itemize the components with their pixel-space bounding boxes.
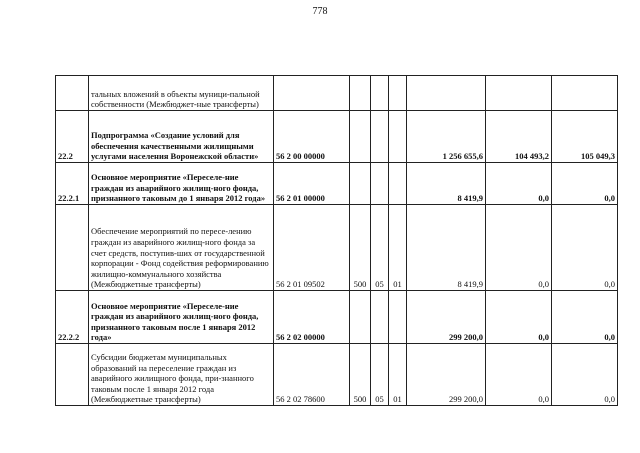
row-rz (371, 163, 389, 205)
row-csr: 56 2 01 00000 (274, 163, 350, 205)
row-value-3: 0,0 (552, 205, 618, 291)
row-name: Обеспечение мероприятий по пересе-лению граждан из аварийного жилищ-ного фонда за счет средств, поступив-ших от государственной корпорации - Фонд содействия реформированию жилищно-коммунального хозяйства (Межбюджетные трансферты) (89, 205, 274, 291)
row-value-2: 104 493,2 (486, 111, 552, 163)
table-row (56, 344, 618, 406)
table-row (56, 76, 618, 111)
row-value-3: 0,0 (552, 344, 618, 406)
row-pr (389, 111, 407, 163)
row-code (56, 76, 89, 111)
row-value-1: 1 256 655,6 (407, 111, 486, 163)
row-value-3 (552, 76, 618, 111)
table-row (56, 163, 618, 205)
row-value-3: 0,0 (552, 163, 618, 205)
row-vr: 500 (350, 344, 371, 406)
row-vr (350, 76, 371, 111)
row-value-2: 0,0 (486, 344, 552, 406)
row-vr (350, 111, 371, 163)
row-vr (350, 163, 371, 205)
row-name: Субсидии бюджетам муниципальных образований на переселение граждан из аварийного жилищного фонда, при-знанного таковым после 1 января 2012 года (Межбюджетные трансферты) (89, 344, 274, 406)
row-name: тальных вложений в объекты муници-пальной собственности (Межбюджет-ные трансферты) (89, 76, 274, 111)
row-value-3: 105 049,3 (552, 111, 618, 163)
row-value-3: 0,0 (552, 291, 618, 344)
table-row (56, 111, 618, 163)
row-pr (389, 163, 407, 205)
row-pr: 01 (389, 344, 407, 406)
row-value-2: 0,0 (486, 205, 552, 291)
row-rz: 05 (371, 344, 389, 406)
budget-table (55, 75, 618, 406)
row-csr: 56 2 02 78600 (274, 344, 350, 406)
row-code (56, 344, 89, 406)
row-pr (389, 76, 407, 111)
row-code: 22.2.1 (56, 163, 89, 205)
row-value-1 (407, 76, 486, 111)
row-value-1: 299 200,0 (407, 291, 486, 344)
row-vr: 500 (350, 205, 371, 291)
table-row (56, 291, 618, 344)
row-code: 22.2.2 (56, 291, 89, 344)
row-value-2: 0,0 (486, 291, 552, 344)
row-rz (371, 76, 389, 111)
row-rz (371, 111, 389, 163)
row-code (56, 205, 89, 291)
table-row (56, 205, 618, 291)
row-csr (274, 76, 350, 111)
row-name: Основное мероприятие «Переселе-ние граждан из аварийного жилищ-ного фонда, признанного таковым до 1 января 2012 года» (89, 163, 274, 205)
row-name: Подпрограмма «Создание условий для обеспечения качественными жилищными услугами населения Воронежской области» (89, 111, 274, 163)
row-rz: 05 (371, 205, 389, 291)
row-csr: 56 2 02 00000 (274, 291, 350, 344)
row-value-1: 8 419,9 (407, 205, 486, 291)
row-name: Основное мероприятие «Переселе-ние граждан из аварийного жилищ-ного фонда, признанного таковым после 1 января 2012 года» (89, 291, 274, 344)
row-csr: 56 2 00 00000 (274, 111, 350, 163)
row-csr: 56 2 01 09502 (274, 205, 350, 291)
table-body (56, 76, 618, 406)
row-pr (389, 291, 407, 344)
row-value-1: 299 200,0 (407, 344, 486, 406)
page-number: 778 (312, 6, 328, 17)
row-code: 22.2 (56, 111, 89, 163)
row-pr: 01 (389, 205, 407, 291)
row-value-2 (486, 76, 552, 111)
row-rz (371, 291, 389, 344)
row-value-1: 8 419,9 (407, 163, 486, 205)
row-value-2: 0,0 (486, 163, 552, 205)
row-vr (350, 291, 371, 344)
